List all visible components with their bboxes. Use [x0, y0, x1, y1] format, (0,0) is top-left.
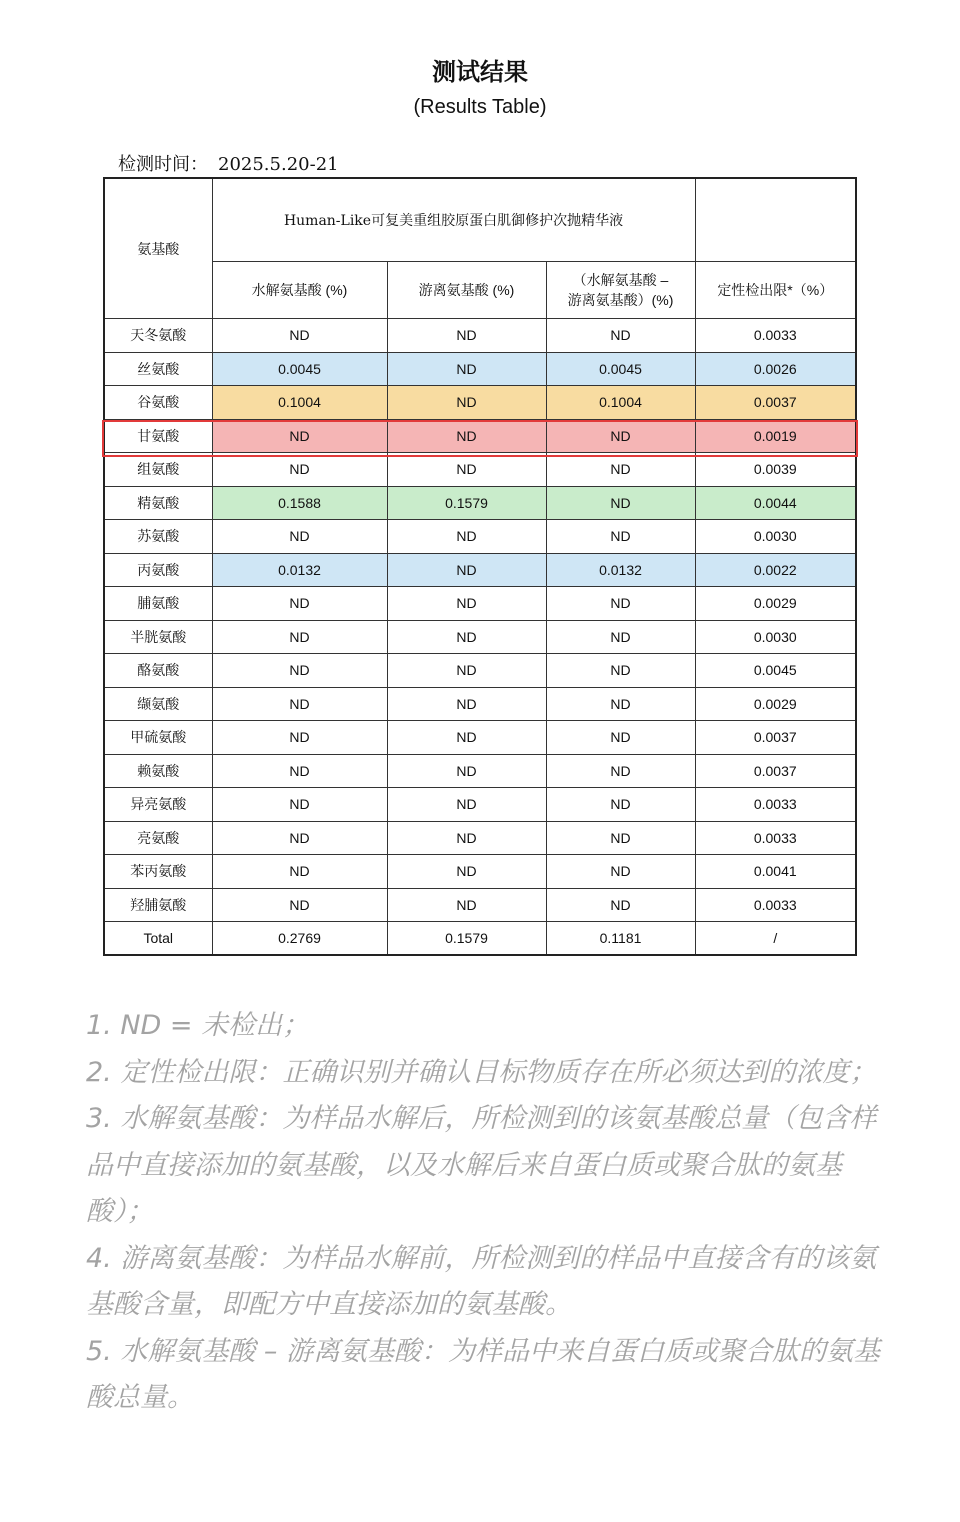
row-free: ND [387, 453, 546, 487]
row-free: ND [387, 553, 546, 587]
row-hydrolyzed: ND [212, 319, 387, 353]
table-row [104, 855, 856, 889]
footnote: 2. 定性检出限：正确识别并确认目标物质存在所必须达到的浓度； [86, 1056, 877, 1088]
row-diff: ND [546, 821, 695, 855]
table-row [104, 687, 856, 721]
row-limit: 0.0033 [695, 319, 856, 353]
row-hydrolyzed: ND [212, 587, 387, 621]
table-row [104, 319, 856, 353]
row-diff: ND [546, 721, 695, 755]
total-diff: 0.1181 [546, 922, 695, 956]
test-time-value: 2025.5.20-21 [218, 154, 339, 175]
row-free: ND [387, 855, 546, 889]
row-hydrolyzed: ND [212, 788, 387, 822]
row-diff: ND [546, 587, 695, 621]
row-amino-name: 谷氨酸 [104, 386, 212, 420]
row-limit: 0.0037 [695, 754, 856, 788]
row-hydrolyzed: ND [212, 855, 387, 889]
row-limit: 0.0030 [695, 520, 856, 554]
row-diff: ND [546, 620, 695, 654]
table-row [104, 419, 856, 453]
row-hydrolyzed: ND [212, 821, 387, 855]
table-row [104, 386, 856, 420]
table-row [104, 453, 856, 487]
row-hydrolyzed: ND [212, 419, 387, 453]
page-subtitle: (Results Table) [413, 96, 547, 118]
row-free: ND [387, 721, 546, 755]
table-row [104, 888, 856, 922]
header-empty [695, 178, 856, 262]
row-free: ND [387, 520, 546, 554]
row-hydrolyzed: ND [212, 453, 387, 487]
row-amino-name: 亮氨酸 [104, 821, 212, 855]
row-limit: 0.0030 [695, 620, 856, 654]
row-diff: ND [546, 453, 695, 487]
row-free: 0.1579 [387, 486, 546, 520]
row-limit: 0.0037 [695, 386, 856, 420]
row-limit: 0.0026 [695, 352, 856, 386]
row-free: ND [387, 419, 546, 453]
row-amino-name: 天冬氨酸 [104, 319, 212, 353]
row-hydrolyzed: ND [212, 654, 387, 688]
row-diff: 0.1004 [546, 386, 695, 420]
row-diff: ND [546, 687, 695, 721]
row-diff: ND [546, 654, 695, 688]
row-diff: 0.0132 [546, 553, 695, 587]
total-label: Total [104, 922, 212, 956]
header-amino-acid: 氨基酸 [104, 178, 212, 319]
row-free: ND [387, 788, 546, 822]
row-limit: 0.0033 [695, 788, 856, 822]
header-diff-line1: （水解氨基酸 – [572, 272, 669, 288]
row-free: ND [387, 587, 546, 621]
row-diff: ND [546, 419, 695, 453]
table-row [104, 821, 856, 855]
row-amino-name: 酪氨酸 [104, 654, 212, 688]
row-diff: ND [546, 754, 695, 788]
header-product: Human-Like可复美重组胶原蛋白肌御修护次抛精华液 [212, 178, 695, 262]
header-hydrolyzed: 水解氨基酸 (%) [212, 262, 387, 319]
footnote: 3. 水解氨基酸：为样品水解后，所检测到的该氨基酸总量（包含样品中直接添加的氨基酸，以及水解后来自蛋白质或聚合肽的氨基酸）； [86, 1103, 877, 1227]
row-diff: ND [546, 520, 695, 554]
header-diff [546, 262, 695, 319]
table-total-row [104, 922, 856, 956]
row-hydrolyzed: 0.0045 [212, 352, 387, 386]
row-limit: 0.0019 [695, 419, 856, 453]
header-diff-line2: 游离氨基酸）(%) [567, 292, 674, 308]
table-row [104, 553, 856, 587]
table-row [104, 520, 856, 554]
row-limit: 0.0045 [695, 654, 856, 688]
row-limit: 0.0033 [695, 888, 856, 922]
row-amino-name: 丝氨酸 [104, 352, 212, 386]
row-amino-name: 缬氨酸 [104, 687, 212, 721]
row-amino-name: 赖氨酸 [104, 754, 212, 788]
row-hydrolyzed: ND [212, 520, 387, 554]
table-row [104, 352, 856, 386]
row-amino-name: 脯氨酸 [104, 587, 212, 621]
results-table [103, 177, 857, 956]
row-amino-name: 精氨酸 [104, 486, 212, 520]
table-row [104, 587, 856, 621]
row-limit: 0.0033 [695, 821, 856, 855]
row-limit: 0.0029 [695, 587, 856, 621]
row-diff: ND [546, 888, 695, 922]
row-amino-name: 异亮氨酸 [104, 788, 212, 822]
row-free: ND [387, 386, 546, 420]
row-amino-name: 甲硫氨酸 [104, 721, 212, 755]
table-row [104, 721, 856, 755]
row-limit: 0.0022 [695, 553, 856, 587]
row-free: ND [387, 687, 546, 721]
table-row [104, 754, 856, 788]
row-free: ND [387, 888, 546, 922]
row-limit: 0.0029 [695, 687, 856, 721]
row-free: ND [387, 654, 546, 688]
total-limit: / [695, 922, 856, 956]
row-hydrolyzed: 0.0132 [212, 553, 387, 587]
row-limit: 0.0044 [695, 486, 856, 520]
row-diff: ND [546, 319, 695, 353]
row-hydrolyzed: ND [212, 754, 387, 788]
total-free: 0.1579 [387, 922, 546, 956]
row-diff: 0.0045 [546, 352, 695, 386]
test-time [118, 150, 339, 176]
row-limit: 0.0037 [695, 721, 856, 755]
row-amino-name: 苯丙氨酸 [104, 855, 212, 889]
row-limit: 0.0041 [695, 855, 856, 889]
row-hydrolyzed: ND [212, 687, 387, 721]
footnote: 4. 游离氨基酸：为样品水解前，所检测到的样品中直接含有的该氨基酸含量，即配方中直接添加的氨基酸。 [86, 1242, 877, 1320]
row-free: ND [387, 319, 546, 353]
row-free: ND [387, 754, 546, 788]
row-hydrolyzed: ND [212, 721, 387, 755]
row-hydrolyzed: 0.1588 [212, 486, 387, 520]
row-free: ND [387, 352, 546, 386]
row-amino-name: 甘氨酸 [104, 419, 212, 453]
table-row [104, 486, 856, 520]
header-free: 游离氨基酸 (%) [387, 262, 546, 319]
row-amino-name: 半胱氨酸 [104, 620, 212, 654]
row-limit: 0.0039 [695, 453, 856, 487]
footnotes [86, 1003, 886, 1422]
test-time-label: 检测时间： [118, 154, 208, 175]
row-amino-name: 组氨酸 [104, 453, 212, 487]
footnote: 5. 水解氨基酸 – 游离氨基酸：为样品中来自蛋白质或聚合肽的氨基酸总量。 [86, 1335, 881, 1413]
row-hydrolyzed: 0.1004 [212, 386, 387, 420]
header-limit: 定性检出限*（%） [695, 262, 856, 319]
table-row [104, 654, 856, 688]
row-diff: ND [546, 486, 695, 520]
row-hydrolyzed: ND [212, 620, 387, 654]
row-free: ND [387, 620, 546, 654]
table-row [104, 788, 856, 822]
row-free: ND [387, 821, 546, 855]
row-amino-name: 苏氨酸 [104, 520, 212, 554]
row-diff: ND [546, 855, 695, 889]
row-hydrolyzed: ND [212, 888, 387, 922]
table-row [104, 620, 856, 654]
total-hydrolyzed: 0.2769 [212, 922, 387, 956]
page-title: 测试结果 [432, 59, 528, 86]
row-amino-name: 羟脯氨酸 [104, 888, 212, 922]
footnote: 1. ND = 未检出； [86, 1010, 310, 1041]
row-amino-name: 丙氨酸 [104, 553, 212, 587]
row-diff: ND [546, 788, 695, 822]
